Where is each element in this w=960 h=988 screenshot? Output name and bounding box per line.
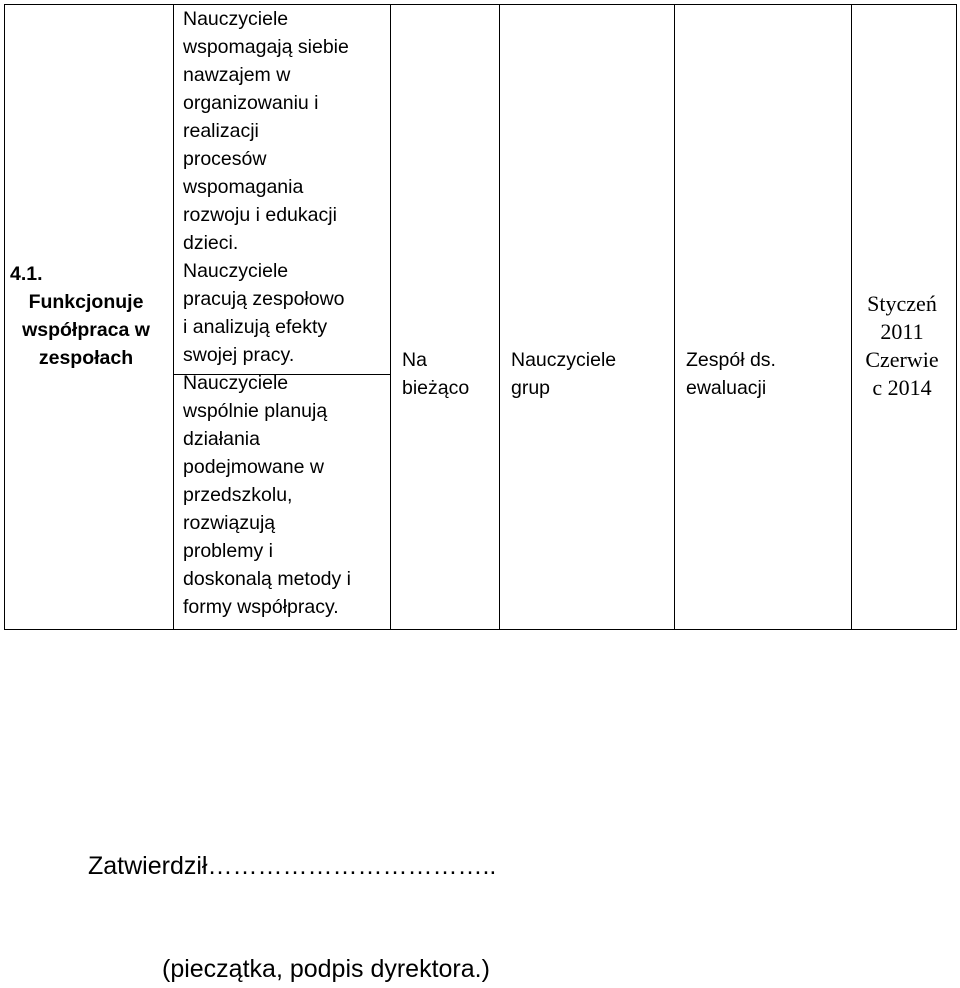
criteria-line: wspomagają siebie xyxy=(183,36,349,58)
criteria-line: rozwiązują xyxy=(183,512,276,534)
criteria-cell xyxy=(183,5,388,621)
task-line: współpraca w xyxy=(22,319,150,341)
criteria-line: realizacji xyxy=(183,120,259,142)
team-line: ewaluacji xyxy=(686,377,767,399)
column-divider xyxy=(173,5,174,629)
team-cell xyxy=(686,346,846,402)
criteria-line: i analizują efekty xyxy=(183,316,328,338)
task-cell xyxy=(10,260,162,372)
timing-line: Na xyxy=(402,349,427,371)
timing-line: bieżąco xyxy=(402,377,470,399)
criteria-line: nawzajem w xyxy=(183,64,291,86)
criteria-line: Nauczyciele xyxy=(183,260,289,282)
criteria-line: wspomagania xyxy=(183,176,304,198)
criteria-line: procesów xyxy=(183,148,267,170)
task-line: zespołach xyxy=(38,347,134,369)
criteria-line: rozwoju i edukacji xyxy=(183,204,337,226)
criteria-line: przedszkolu, xyxy=(183,484,293,506)
team-line: Zespół ds. xyxy=(686,349,776,371)
responsible-line: Nauczyciele xyxy=(511,349,617,371)
dates-line: Styczeń xyxy=(867,291,937,316)
column-divider xyxy=(674,5,675,629)
criteria-line: swojej pracy. xyxy=(183,344,295,366)
criteria-line: Nauczyciele xyxy=(183,372,289,394)
criteria-line: formy współpracy. xyxy=(183,596,339,618)
dates-line: Czerwie xyxy=(865,347,939,372)
criteria-line: podejmowane w xyxy=(183,456,324,478)
signature-note: (pieczątka, podpis dyrektora.) xyxy=(162,955,490,983)
criteria-line: wspólnie planują xyxy=(183,400,328,422)
criteria-line: organizowaniu i xyxy=(183,92,319,114)
criteria-line: pracują zespołowo xyxy=(183,288,345,310)
criteria-line: Nauczyciele xyxy=(183,8,289,30)
criteria-line: działania xyxy=(183,428,260,450)
dates-line: c 2014 xyxy=(872,375,932,400)
column-divider xyxy=(499,5,500,629)
criteria-line: problemy i xyxy=(183,540,273,562)
responsible-line: grup xyxy=(511,377,551,399)
dates-line: 2011 xyxy=(880,319,924,344)
criteria-line: dzieci. xyxy=(183,232,239,254)
responsible-cell xyxy=(511,346,676,402)
task-line: Funkcjonuje xyxy=(28,291,144,313)
timing-cell xyxy=(402,346,497,402)
task-line: 4.1. xyxy=(10,263,43,285)
approval-line: Zatwierdził…………………………….. xyxy=(88,852,497,880)
criteria-line: doskonalą metody i xyxy=(183,568,352,590)
column-divider xyxy=(390,5,391,629)
dates-cell xyxy=(852,290,952,402)
